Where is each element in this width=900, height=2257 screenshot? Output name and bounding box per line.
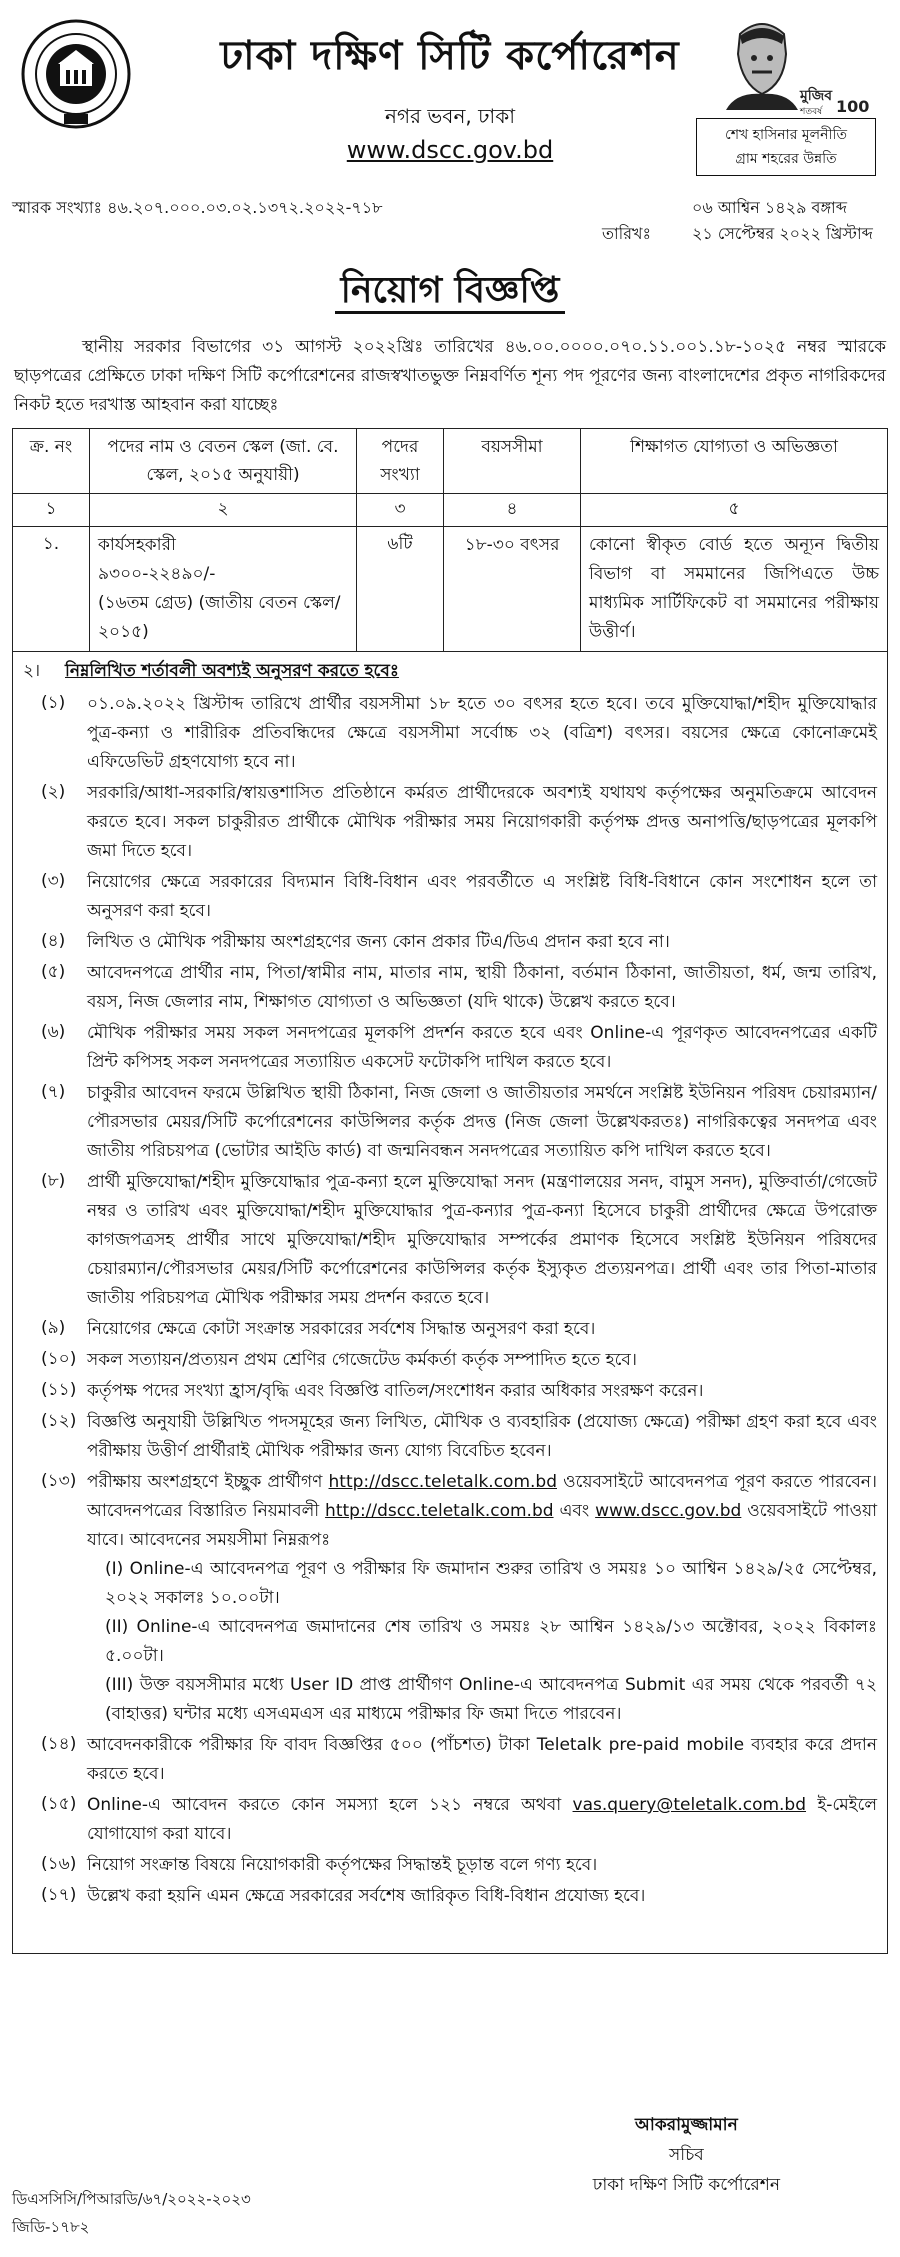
condition-text: নিয়োগ সংক্রান্ত বিষয়ে নিয়োগকারী কর্তৃপক্ষের সিদ্ধান্তই চূড়ান্ত বলে গণ্য হবে। xyxy=(87,1855,598,1875)
slogan-line-1: শেখ হাসিনার মূলনীতি xyxy=(725,127,847,143)
condition-item xyxy=(41,1315,877,1344)
condition-number: (১৬) xyxy=(41,1854,77,1874)
item15-text-a: Online-এ আবেদন করতে কোন সমস্যা হলে ১২১ নম্বরে অথবা xyxy=(87,1795,562,1815)
col-number: ৫ xyxy=(581,494,888,527)
condition-item xyxy=(41,1377,877,1406)
condition-item xyxy=(41,779,877,866)
col-header-qualification: শিক্ষাগত যোগ্যতা ও অভিজ্ঞতা xyxy=(581,429,888,494)
conditions-heading xyxy=(23,658,877,686)
cell-count: ৬টি xyxy=(357,527,444,652)
svg-text:মুজিব: মুজিব xyxy=(800,88,833,104)
condition-text: চাকুরীর আবেদন ফরমে উল্লিখিত স্থায়ী ঠিকানা, নিজ জেলা ও জাতীয়তার সমর্থনে সংশ্লিষ্ট ইউনিয়ন পরিষদ চেয়ারম্যান/পৌরসভার মেয়র/সিটি কর্পোরেশনের কাউন্সিলর কর্তৃক প্রদত্ত (নিজ জেলা উল্লেখকরতঃ) নাগরিকত্বের সনদপত্র এবং জাতীয় পরিচয়পত্র (ভোটার আইডি কার্ড) বা জন্মনিবন্ধন সনদপত্রের সত্যায়িত কপি দাখিল করতে হবে। xyxy=(87,1083,877,1161)
condition-text xyxy=(87,1791,877,1849)
condition-text: বিজ্ঞপ্তি অনুযায়ী উল্লিখিত পদসমূহের জন্য লিখিত, মৌখিক ও ব্যবহারিক (প্রযোজ্য ক্ষেত্রে) পরীক্ষা গ্রহণ করা হবে এবং পরীক্ষায় উত্তীর্ণ প্রার্থীরাই মৌখিক পরীক্ষার জন্য যোগ্য বিবেচিত হবেন। xyxy=(87,1412,877,1461)
condition-text: কর্তৃপক্ষ পদের সংখ্যা হ্রাস/বৃদ্ধি এবং বিজ্ঞপ্তি বাতিল/সংশোধন করার অধিকার সংরক্ষণ করেন। xyxy=(87,1381,704,1401)
table-number-row xyxy=(13,494,888,527)
memo-ref: স্মারক সংখ্যাঃ ৪৬.২০৭.০০০.০৩.০২.১৩৭২.২০২২-৭১৮ xyxy=(12,198,383,217)
condition-text: মৌখিক পরীক্ষার সময় সকল সনদপত্রের মূলকপি প্রদর্শন করতে হবে এবং Online-এ পূরণকৃত আবেদনপত্রের একটি প্রিন্ট কপিসহ সকল সনদপত্রের সত্যায়িত একসেট ফটোকপি দাখিল করতে হবে। xyxy=(87,1023,877,1072)
date-bangla: ০৬ আশ্বিন ১৪২৯ বঙ্গাব্দ xyxy=(692,198,847,217)
condition-item xyxy=(41,1731,877,1789)
org-title: ঢাকা দক্ষিণ সিটি কর্পোরেশন xyxy=(220,33,680,79)
condition-text: উল্লেখ করা হয়নি এমন ক্ষেত্রে সরকারের সর্বশেষ জারিকৃত বিধি-বিধান প্রযোজ্য হবে। xyxy=(87,1886,646,1906)
item13-text-d: ওয়েবসাইটে পাওয়া যাবে। আবেদনের সময়সীমা নিম্নরূপঃ xyxy=(87,1501,878,1550)
support-email-link[interactable]: vas.query@teletalk.com.bd xyxy=(572,1795,807,1815)
org-address: নগর ভবন, ঢাকা xyxy=(385,104,515,128)
footer-refs xyxy=(12,2185,251,2241)
condition-item xyxy=(41,928,877,957)
condition-number: (১৪) xyxy=(41,1734,77,1754)
col-number: ২ xyxy=(90,494,357,527)
condition-text: সরকারি/আধা-সরকারি/স্বায়ত্তশাসিত প্রতিষ্ঠানে কর্মরত প্রার্থীদেরকে অবশ্যই যথাযথ কর্তৃপক্ষের অনুমতিক্রমে আবেদন করতে হবে। সকল চাকুরীরত প্রার্থীকে মৌখিক পরীক্ষার সময় নিয়োগকারী কর্তৃপক্ষ প্রদত্ত অনাপত্তি/ছাড়পত্রের মূলকপি জমা দিতে হবে। xyxy=(87,783,877,861)
post-name: কার্যসহকারী xyxy=(98,535,176,555)
table-header-row xyxy=(13,429,888,494)
teletalk-link-1[interactable]: http://dscc.teletalk.com.bd xyxy=(328,1472,557,1492)
footer-ref-1: ডিএসসিসি/পিআরডি/৬৭/২০২২-২০২৩ xyxy=(12,2190,251,2208)
schedule-item-1: (I) Online-এ আবেদনপত্র পূরণ ও পরীক্ষার ফি জমাদান শুরুর তারিখ ও সময়ঃ ১০ আশ্বিন ১৪২৯/২৫ সেপ্টেম্বর, ২০২২ সকালঃ ১০.০০টা। xyxy=(105,1559,877,1608)
col-header-age: বয়সসীমা xyxy=(444,429,581,494)
post-scale: ৯৩০০-২২৪৯০/- xyxy=(98,564,216,584)
condition-text: আবেদনপত্রে প্রার্থীর নাম, পিতা/স্বামীর নাম, মাতার নাম, স্থায়ী ঠিকানা, বর্তমান ঠিকানা, জাতীয়তা, ধর্ম, জন্ম তারিখ, বয়স, নিজ জেলার নাম, শিক্ষাগত যোগ্যতা ও অভিজ্ঞতা (যদি থাকে) উল্লেখ করতে হবে। xyxy=(87,963,877,1012)
condition-number: (৯) xyxy=(41,1318,66,1338)
svg-text:শতবর্ষ: শতবর্ষ xyxy=(800,107,823,117)
condition-item-13 xyxy=(41,1468,877,1729)
cell-post xyxy=(90,527,357,652)
signature-block xyxy=(593,2110,780,2200)
cell-qualification: কোনো স্বীকৃত বোর্ড হতে অন্যূন দ্বিতীয় বিভাগ বা সমমানের জিপিএতে উচ্চ মাধ্যমিক সার্টিফিকেট বা সমমানের পরীক্ষায় উত্তীর্ণ। xyxy=(581,527,888,652)
condition-text: নিয়োগের ক্ষেত্রে কোটা সংক্রান্ত সরকারের সর্বশেষ সিদ্ধান্ত অনুসরণ করা হবে। xyxy=(87,1319,596,1339)
signatory-office: ঢাকা দক্ষিণ সিটি কর্পোরেশন xyxy=(592,2175,780,2195)
col-number: ৩ xyxy=(357,494,444,527)
slogan-line-2: গ্রাম শহরের উন্নতি xyxy=(735,151,837,167)
condition-number: (৮) xyxy=(41,1171,66,1191)
condition-number: (১) xyxy=(41,693,66,713)
date-english: ২১ সেপ্টেম্বর ২০২২ খ্রিস্টাব্দ xyxy=(692,224,873,243)
signatory-designation: সচিব xyxy=(669,2145,704,2165)
condition-item xyxy=(41,1168,877,1313)
condition-number: (২) xyxy=(41,782,66,802)
post-grade: (১৬তম গ্রেড) (জাতীয় বেতন স্কেল/২০১৫) xyxy=(98,593,341,642)
col-number: ৪ xyxy=(444,494,581,527)
schedule-item-2: (II) Online-এ আবেদনপত্র জমাদানের শেষ তারিখ ও সময়ঃ ২৮ আশ্বিন ১৪২৯/১৩ অক্টোবর, ২০২২ বিকালঃ ৫.০০টা। xyxy=(105,1617,877,1666)
signatory-name: আকরামুজ্জামান xyxy=(635,2115,738,2135)
conditions-heading-text: নিম্নলিখিত শর্তাবলী অবশ্যই অনুসরণ করতে হবেঃ xyxy=(65,661,399,681)
website-link[interactable]: www.dscc.gov.bd xyxy=(346,136,554,164)
table-row xyxy=(13,527,888,652)
intro-paragraph: স্থানীয় সরকার বিভাগের ৩১ আগস্ট ২০২২খ্রিঃ তারিখের ৪৬.০০.০০০০.০৭০.১১.০০১.১৮-১০২৫ নম্বর স্মারকে ছাড়পত্রের প্রেক্ষিতে ঢাকা দক্ষিণ সিটি কর্পোরেশনের রাজস্বখাতভুক্ত নিম্নবর্ণিত শূন্য পদ পূরণের জন্য বাংলাদেশের প্রকৃত নাগরিকদের নিকট হতে দরখাস্ত আহবান করা যাচ্ছেঃ xyxy=(14,337,886,415)
memo-row xyxy=(12,195,888,257)
condition-number: (৭) xyxy=(41,1082,66,1102)
condition-item xyxy=(41,959,877,1017)
cell-age: ১৮-৩০ বৎসর xyxy=(444,527,581,652)
condition-number: (১৩) xyxy=(41,1471,77,1491)
condition-number: (৬) xyxy=(41,1022,66,1042)
footer-ref-2: জিডি-১৭৮২ xyxy=(12,2218,90,2236)
condition-item xyxy=(41,1882,877,1911)
svg-text:100: 100 xyxy=(836,97,870,116)
col-header-serial: ক্র. নং xyxy=(13,429,90,494)
condition-text: লিখিত ও মৌখিক পরীক্ষায় অংশগ্রহণের জন্য কোন প্রকার টিএ/ডিএ প্রদান করা হবে না। xyxy=(87,932,670,952)
notice-title xyxy=(12,263,888,323)
condition-item xyxy=(41,1346,877,1375)
col-header-post: পদের নাম ও বেতন স্কেল (জা. বে. স্কেল, ২০১৫ অনুযায়ী) xyxy=(90,429,357,494)
condition-number: (৪) xyxy=(41,931,66,951)
condition-text: নিয়োগের ক্ষেত্রে সরকারের বিদ্যমান বিধি-বিধান এবং পরবর্তীতে এ সংশ্লিষ্ট বিধি-বিধানে কোন সংশোধন হলে তা অনুসরণ করা হবে। xyxy=(87,872,877,921)
condition-text: ০১.০৯.২০২২ খ্রিস্টাব্দ তারিখে প্রার্থীর বয়সসীমা ১৮ হতে ৩০ বৎসর হতে হবে। তবে মুক্তিযোদ্ধা/শহীদ মুক্তিযোদ্ধার পুত্র-কন্যা ও শারীরিক প্রতিবন্ধিদের ক্ষেত্রে বয়সসীমা সর্বোচ্চ ৩২ (বত্রিশ) বৎসর। বয়সের ক্ষেত্রে কোনোক্রমেই এফিডেভিট গ্রহণযোগ্য হবে না। xyxy=(87,694,877,772)
condition-item xyxy=(41,1408,877,1466)
condition-item xyxy=(41,1079,877,1166)
conditions-number: ২। xyxy=(23,661,41,681)
conditions-section xyxy=(12,652,888,1954)
condition-text: আবেদনকারীকে পরীক্ষার ফি বাবদ বিজ্ঞপ্তির ৫০০ (পাঁচশত) টাকা Teletalk pre-paid mobile ব্যবহার করে প্রদান করতে হবে। xyxy=(87,1735,877,1784)
condition-number: (৩) xyxy=(41,871,66,891)
notice-title-text: নিয়োগ বিজ্ঞপ্তি xyxy=(335,270,566,314)
condition-number: (১৭) xyxy=(41,1885,77,1905)
condition-item-15 xyxy=(41,1791,877,1849)
vacancy-table xyxy=(12,428,888,652)
dscc-link[interactable]: www.dscc.gov.bd xyxy=(595,1501,742,1521)
header xyxy=(12,10,888,195)
item13-text-c: এবং xyxy=(559,1501,590,1521)
mujib-100-logo-icon xyxy=(696,14,876,126)
condition-number: (১৫) xyxy=(41,1794,77,1814)
condition-number: (১২) xyxy=(41,1411,77,1431)
condition-number: (১১) xyxy=(41,1380,77,1400)
teletalk-link-2[interactable]: http://dscc.teletalk.com.bd xyxy=(325,1501,554,1521)
condition-text xyxy=(87,1468,877,1729)
date-label: তারিখঃ xyxy=(602,224,652,243)
condition-number: (১০) xyxy=(41,1349,77,1369)
col-number: ১ xyxy=(13,494,90,527)
condition-item xyxy=(41,868,877,926)
item13-text-a: পরীক্ষায় অংশগ্রহণে ইচ্ছুক প্রার্থীগণ xyxy=(87,1472,323,1492)
item15-text-b: ই-মেইলে যোগাযোগ করা যাবে। xyxy=(87,1795,878,1844)
item13-text-b: ওয়েবসাইটে আবেদনপত্র পূরণ করতে পারবেন। আবেদনপত্রের বিস্তারিত নিয়মাবলী xyxy=(87,1472,878,1521)
schedule-item-3: (III) উক্ত বয়সসীমার মধ্যে User ID প্রাপ্ত প্রার্থীগণ Online-এ আবেদনপত্র Submit এর সময় থেকে পরবর্তী ৭২ (বাহাত্তর) ঘন্টার মধ্যে এসএমএস এর মাধ্যমে পরীক্ষার ফি জমা দিতে পারবেন। xyxy=(105,1675,877,1724)
slogan-box xyxy=(696,118,876,176)
condition-item xyxy=(41,1851,877,1880)
condition-item xyxy=(41,1019,877,1077)
col-header-count: পদের সংখ্যা xyxy=(357,429,444,494)
condition-number: (৫) xyxy=(41,962,66,982)
cell-serial: ১. xyxy=(13,527,90,652)
condition-item xyxy=(41,690,877,777)
condition-text: সকল সত্যায়ন/প্রত্যয়ন প্রথম শ্রেণির গেজেটেড কর্মকর্তা কর্তৃক সম্পাদিত হতে হবে। xyxy=(87,1350,637,1370)
condition-text: প্রার্থী মুক্তিযোদ্ধা/শহীদ মুক্তিযোদ্ধার পুত্র-কন্যা হলে মুক্তিযোদ্ধা সনদ (মন্ত্রণালয়ের সনদ, বামুস সনদ), মুক্তিবার্তা/গেজেট নম্বর ও তারিখ এবং মুক্তিযোদ্ধা/শহীদ মুক্তিযোদ্ধার পুত্র-কন্যার পুত্র-কন্যা হিসেবে চাকুরী প্রার্থীদের ক্ষেত্রে উপরোক্ত কাগজপত্রসহ প্রার্থীর সাথে মুক্তিযোদ্ধা/শহীদ মুক্তিযোদ্ধার সম্পর্কের প্রমাণক হিসেবে সংশ্লিষ্ট ইউনিয়ন পরিষদের চেয়ারম্যান/পৌরসভার মেয়র/সিটি কর্পোরেশনের কাউন্সিলর কর্তৃক ইস্যুকৃত প্রত্যয়নপত্র। প্রার্থী এবং তার পিতা-মাতার জাতীয় পরিচয়পত্র মৌখিক পরীক্ষার সময় প্রদর্শন করতে হবে। xyxy=(87,1172,877,1308)
